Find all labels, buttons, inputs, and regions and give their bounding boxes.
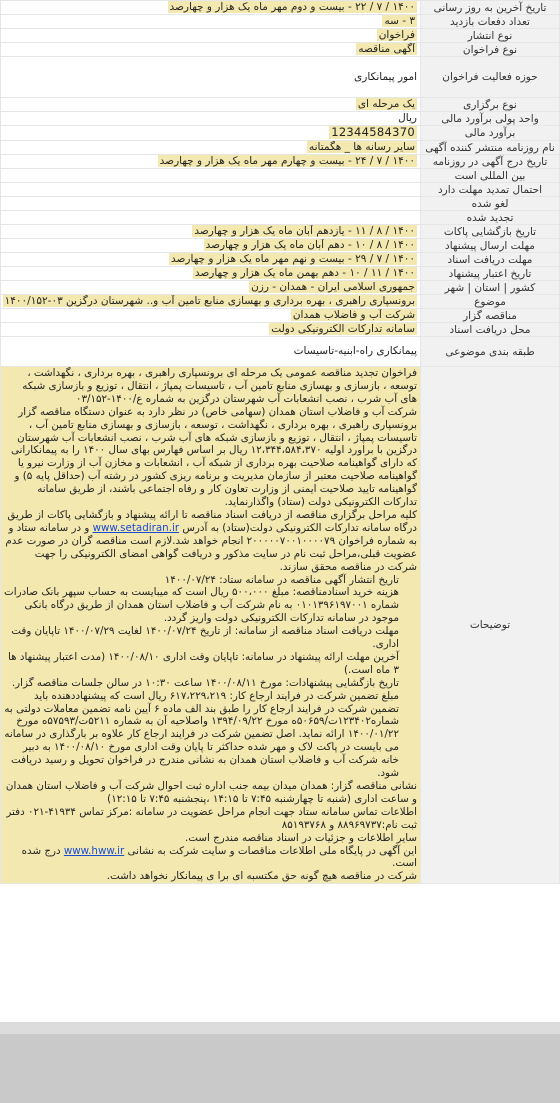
- row-estimate: [1, 126, 560, 141]
- holding-type-value: یک مرحله ای: [357, 98, 415, 110]
- location-label: کشور | استان | شهر: [421, 281, 560, 295]
- desc-published-text-a: این آگهی در پایگاه ملی اطلاعات مناقصات و سایت شرکت به نشانی: [127, 844, 417, 857]
- organizer-value: شرکت آب و فاضلاب همدان: [292, 309, 415, 321]
- cancelled-label: لغو شده: [421, 197, 560, 211]
- row-call-type: [1, 43, 560, 57]
- desc-paragraph-disclaimer: شرکت در مناقصه هیچ گونه حق مکتسبه ای برا ی پیمانکار نخواهد داشت.: [106, 870, 417, 883]
- publisher-label: نام روزنامه منتشر کننده آگهی: [421, 141, 560, 155]
- row-doc-deadline: [1, 253, 560, 267]
- last-update-label: تاریخ آخرین به روز رسانی: [421, 1, 560, 15]
- row-extension: [1, 183, 560, 197]
- desc-paragraph-address: نشانی مناقصه گزار: همدان میدان بیمه جنب اداره ثبت احوال شرکت آب و فاضلاب استان همدان و ساعت اداری (شنبه تا چهارشنبه ۷:۴۵ تا ۱۴:۱۵ ،پنجشنبه ۷:۴۵ تا ۱۲:۱۵): [5, 780, 417, 805]
- cancelled-value: [1, 197, 421, 211]
- newspaper-date-label: تاریخ درج آگهی در روزنامه: [421, 155, 560, 169]
- description-body: [1, 367, 421, 884]
- setadiran-link[interactable]: www.setadiran.ir: [92, 521, 180, 534]
- desc-bullet-opening: تاریخ بازگشایی پیشنهادات: مورخ ۱۴۰۰/۰۸/۱۱ ساعت ۱۰:۳۰ در سالن جلسات مناقصه گزار.: [11, 676, 399, 689]
- last-update-value: ۱۴۰۰ / ۷ / ۲۲ - بیست و دوم مهر ماه یک هزار و چهارصد: [169, 1, 415, 13]
- row-holding-type: [1, 98, 560, 112]
- row-renewed: [1, 211, 560, 225]
- call-type-label: نوع فراخوان: [421, 43, 560, 57]
- row-visits: [1, 15, 560, 29]
- doc-place-label: محل دریافت اسناد: [421, 323, 560, 337]
- validity-label: تاریخ اعتبار پیشنهاد: [421, 267, 560, 281]
- renewed-value: [1, 211, 421, 225]
- page-footer-band: [0, 1022, 560, 1103]
- newspaper-date-value: ۱۴۰۰ / ۷ / ۲۴ - بیست و چهارم مهر ماه یک هزار و چهارصد: [159, 155, 415, 167]
- description-label: توضیحات: [421, 367, 560, 884]
- estimate-label: برآورد مالی: [421, 126, 560, 141]
- desc-process-text-b: و در سامانه ستاد و به شماره فراخوان ۲۰۰۰۰۰۷۰۰۱۰۰۰۰۷۹ انجام خواهد شد.لازم است مناقصه گران در صورت عدم عضویت قبلی،مراحل ثبت نام در سایت مذکور و دریافت گواهی امضای الکترونیکی را جهت شرکت در مناقصه محقق سازند.: [5, 521, 417, 573]
- row-opening-date: [1, 225, 560, 239]
- desc-process-text-a: کلیه مراحل برگزاری مناقصه از دریافت اسناد مناقصه تا ارائه پیشنهاد و بازگشایی پاکات از طریق درگاه سامانه تدارکات الکترونیکی دولت(ستاد) به آدرس: [7, 508, 417, 534]
- row-submit-deadline: [1, 239, 560, 253]
- validity-value: ۱۴۰۰ / ۱۱ / ۱۰ - دهم بهمن ماه یک هزار و چهارصد: [194, 267, 415, 279]
- renewed-label: تجدید شده: [421, 211, 560, 225]
- subject-label: موضوع: [421, 295, 560, 309]
- row-subject: [1, 295, 560, 309]
- activity-label: حوزه فعالیت فراخوان: [421, 57, 560, 98]
- row-currency: [1, 112, 560, 126]
- estimate-value: 12344584370: [331, 125, 415, 139]
- row-international: [1, 169, 560, 183]
- desc-paragraph-published: [4, 845, 417, 871]
- row-publisher: [1, 141, 560, 155]
- doc-deadline-value: ۱۴۰۰ / ۷ / ۲۹ - بیست و نهم مهر ماه یک هزار و چهارصد: [171, 253, 415, 265]
- doc-place-value: سامانه تدارکات الکترونیکی دولت: [271, 323, 415, 335]
- location-value: جمهوری اسلامی ایران - همدان - رزن: [251, 281, 415, 293]
- desc-paragraph-contact: اطلاعات تماس سامانه ستاد جهت انجام مراحل عضویت در سامانه :مرکز تماس ۴۱۹۳۴-۰۲۱ دفتر ثبت نام:۸۸۹۶۹۷۳۷ و ۸۵۱۹۳۷۶۸: [6, 805, 417, 831]
- extension-label: احتمال تمدید مهلت دارد: [421, 183, 560, 197]
- desc-bullet-doc-deadline: مهلت دریافت اسناد مناقصه از سامانه: از تاریخ ۱۴۰۰/۰۷/۲۴ لغایت ۱۴۰۰/۰۷/۲۹ تاپایان وقت اداری.: [11, 625, 399, 651]
- row-organizer: [1, 309, 560, 323]
- category-label: طبقه بندی موضوعی: [421, 337, 560, 367]
- desc-paragraph-intro: شرکت آب و فاضلاب استان همدان (سهامی خاص) در نظر دارد به عنوان دستگاه مناقصه گزار برونسپاری راهبری ، بهره برداری ، نگهداشت ، توسعه ، بازسازی و بهسازی منابع تامین آب ، تاسیسات پمپاژ ، انتقال ، توزیع و بازسازی شبکه های آب شرب ، نصب انشعابات آب شهرستان درگزین با براورد اولیه ۱۲،۳۴۴،۵۸۴،۳۷۰ ریال بر اساس فهارس بهای سال ۱۴۰۰ را به پیمانکارانی که دارای گواهینامه صلاحیت بهره برداری از شبکه آب ، انشعابات و مخازن آب از وزارت نیرو یا گواهینامه صلاحیت معتبر از سازمان مدیریت و برنامه ریزی کشور در رشته آب (حداقل پایه ۵) و گواهینامه تایید صلاحیت ایمنی از وزارت تعاون کار و رفاه اجتماعی باشند، از طریق سامانه تدارکات الکترونیکی دولت (ستاد) واگذارنماید.: [10, 405, 417, 509]
- subject-value: برونسپاری راهبری ، بهره برداری و بهسازی منابع تامین آب و.. شهرستان درگزین ۰۳-۱۴۰۰/۱۵۲: [4, 295, 415, 307]
- desc-published-text-b: درج شده است.: [21, 844, 417, 870]
- row-location: [1, 281, 560, 295]
- submit-deadline-label: مهلت ارسال پیشنهاد: [421, 239, 560, 253]
- visits-label: تعداد دفعات بازدید: [421, 15, 560, 29]
- row-validity: [1, 267, 560, 281]
- desc-paragraph-other-info: سایر اطلاعات و جزئیات در اسناد مناقصه مندرج است.: [184, 831, 417, 844]
- category-value: پیمانکاری راه-ابنیه-تاسیسات: [293, 345, 417, 357]
- desc-bullet-submit-deadline: آخرین مهلت ارائه پیشنهاد در سامانه: تاپایان وقت اداری ۱۴۰۰/۰۸/۱۰ (مدت اعتبار پیشنهاد ها ۳ ماه است.): [8, 650, 399, 676]
- row-cancelled: [1, 197, 560, 211]
- opening-date-value: ۱۴۰۰ / ۸ / ۱۱ - یازدهم آبان ماه یک هزار و چهارصد: [194, 225, 415, 237]
- international-label: بین المللی است: [421, 169, 560, 183]
- row-last-update: [1, 1, 560, 15]
- call-type-value: آگهی مناقصه: [358, 43, 415, 55]
- publication-type-value: فراخوان: [378, 29, 415, 41]
- holding-type-label: نوع برگزاری: [421, 98, 560, 112]
- currency-label: واحد پولی برآورد مالی: [421, 112, 560, 126]
- opening-date-label: تاریخ بازگشایی پاکات: [421, 225, 560, 239]
- publisher-value: سایر رسانه ها _ هگمتانه: [309, 141, 415, 153]
- doc-deadline-label: مهلت دریافت اسناد: [421, 253, 560, 267]
- desc-bullet-guarantee: مبلغ تضمین شرکت در فرایند ارجاع کار: ۶۱۷،۲۲۹،۲۱۹ ریال است که پیشنهاددهنده باید تضمین شرکت در فرایند ارجاع کار را طبق بند الف ماده ۶ آیین نامه تضمین معاملات دولتی به شماره۱۲۳۴۰۲ت/۵۰۶۵۹ه مورخ ۱۳۹۴/۰۹/۲۲ واصلاحیه آن به شماره ۵۲۱۱ت/۵۷۵۹۳ه مورخ ۱۴۰۰/۰۱/۲۲ ارائه نماید. اصل تضمین شرکت در فرایند ارجاع کار علاوه بر بارگذاری در سامانه می بایست در پاکت لاک و مهر شده حداکثر تا پایان وقت اداری مورخ ۱۴۰۰/۰۸/۱۰ به دبیر خانه شرکت آب و فاضلاب استان همدان به نشانی مندرج در فراخوان تحویل و رسید دریافت شود.: [4, 689, 399, 780]
- currency-value: ریال: [398, 112, 417, 124]
- desc-paragraph-process: [4, 509, 417, 574]
- organizer-label: مناقصه گزار: [421, 309, 560, 323]
- activity-value: امور پیمانکاری: [354, 70, 417, 83]
- row-newspaper-date: [1, 155, 560, 169]
- international-value: [1, 169, 421, 183]
- publication-type-label: نوع انتشار: [421, 29, 560, 43]
- hww-link[interactable]: www.hww.ir: [63, 844, 125, 857]
- extension-value: [1, 183, 421, 197]
- desc-bullet-publish-date: تاریخ انتشار آگهی مناقصه در سامانه ستاد: ۱۴۰۰/۰۷/۲۴: [164, 573, 399, 586]
- row-publication-type: [1, 29, 560, 43]
- visits-value: ۳ - سه: [384, 15, 415, 27]
- desc-paragraph-title: فراخوان تجدید مناقصه عمومی یک مرحله ای برونسپاری راهبری ، بهره برداری ، نگهداشت ، توسعه ، بازسازی و بهسازی منابع تامین آب ، تاسیسات پمپاژ ، انتقال ، توزیع و بازسازی شبکه های آب شرب ، نصب انشعابات آب شهرستان درگزین به شماره ع/۱۴۰۰-۰۳/۱۵۲: [22, 367, 417, 405]
- submit-deadline-value: ۱۴۰۰ / ۸ / ۱۰ - دهم آبان ماه یک هزار و چهارصد: [205, 239, 415, 251]
- row-activity: [1, 57, 560, 98]
- desc-bullet-doc-fee: هزینه خرید اسنادمناقصه: مبلغ ۵۰۰،۰۰۰ ریال است که میبایست به حساب سپهر بانک صادرات شماره ۰۱۰۱۳۹۶۱۹۷۰۰۱ به نام شرکت آب و فاضلاب استان همدان از طریق درگاه بانکی موجود در سامانه تدارکات الکترونیکی دولت واریز گردد.: [4, 586, 399, 625]
- row-category: [1, 337, 560, 367]
- row-description: [1, 367, 560, 884]
- row-doc-place: [1, 323, 560, 337]
